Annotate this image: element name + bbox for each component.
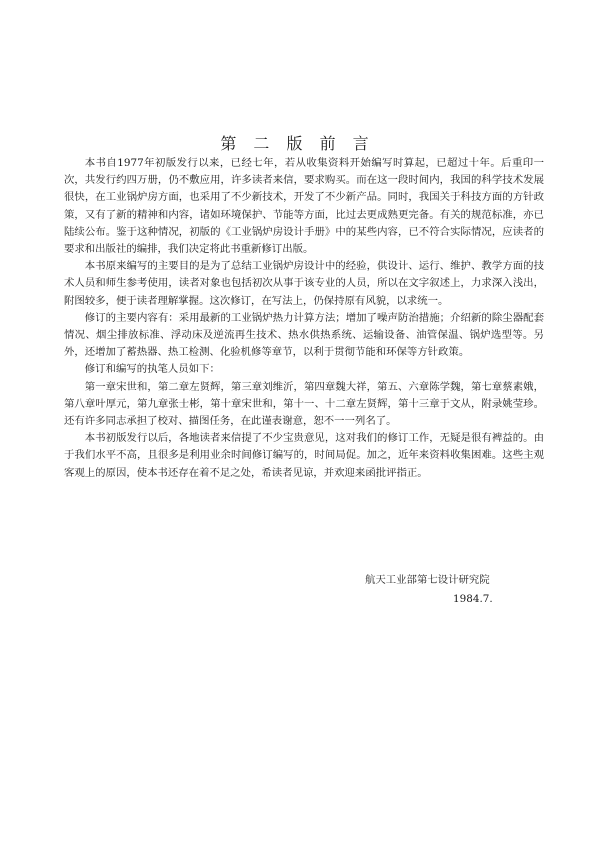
paragraph-authors: 第一章宋世和，第二章左贤辉，第三章刘维沂，第四章魏大祥，第五、六章陈学魏，第七章蔡素娥，第八章叶厚元，第九章张士彬，第十章宋世和，第十一、十二章左贤辉，第十三章于文从，附录姚莹珍。还有许多同志承担了校对、描图任务，在此谨表谢意，恕不一一列名了。 <box>64 380 544 428</box>
document-title: 第 二 版 前 言 <box>220 133 375 153</box>
paragraph-revisions: 修订的主要内容有：采用最新的工业锅炉热力计算方法；增加了噪声防治措施；介绍新的除尘器配套情况、烟尘排放标准、浮动床及逆流再生技术、热水供热系统、运输设备、油管保温、锅炉选型等。另外，还增加了蓄热器、热工检测、化验机修等章节，以利于贯彻节能和环保等方针政策。 <box>64 311 544 359</box>
paragraph-authors-intro: 修订和编写的执笔人员如下： <box>84 363 220 376</box>
preface-body <box>64 155 544 482</box>
signature-date: 1984.7. <box>453 593 493 605</box>
signature-organization: 航天工业部第七设计研究院 <box>365 574 490 586</box>
paragraph-acknowledgement: 本书初版发行以后，各地读者来信提了不少宝贵意见，这对我们的修订工作，无疑是很有裨益的。由于我们水平不高，且很多是利用业余时间修订编写的，时间局促。加之，近年来资料收集困难。这些主观客观上的原因，使本书还存在着不足之处，希读者见谅，并欢迎来函批评指正。 <box>64 432 544 479</box>
paragraph-history: 本书自1977年初版发行以来，已经七年，若从收集资料开始编写时算起，已超过十年。后重印一次，共发行约四万册，仍不敷应用，许多读者来信，要求购买。而在这一段时间内，我国的科学技术发展很快，在工业锅炉房方面，也采用了不少新技术，开发了不少新产品。同时，我国关于科技方面的方针政策，又有了新的精神和内容，诸如环境保护、节能等方面，比过去更成熟更完备。有关的规范标准，亦已陆续公布。鉴于这种情况，初版的《工业锅炉房设计手册》中的某些内容，已不符合实际情况，应读者的要求和出版社的编排，我们决定将此书重新修订出版。 <box>64 157 544 256</box>
paragraph-purpose: 本书原来编写的主要目的是为了总结工业锅炉房设计中的经验，供设计、运行、维护、教学方面的技术人员和师生参考使用，读者对象也包括初次从事于该专业的人员，所以在文字叙述上，力求深入浅出，附图较多，便于读者理解掌握。这次修订，在写法上，仍保持原有风貌，以求统一。 <box>64 260 544 307</box>
